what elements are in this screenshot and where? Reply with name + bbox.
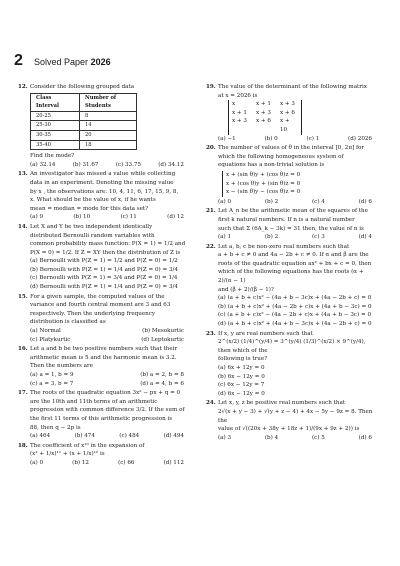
table-row: 20-25 8 bbox=[31, 111, 137, 121]
table-row: 30-35 20 bbox=[31, 130, 137, 140]
options-row: (a) Normal (b) Mesokurtic bbox=[30, 328, 184, 335]
question-21: 21. Let A_n be the arithmetic mean of the squares of the first k natural numbers. If n is a natural number such that Σ (6A_k − 3k) = 31 then, the value of n is (a) 1 (b) 2 (c) 3 (d) 4 bbox=[206, 207, 376, 241]
right-column bbox=[206, 83, 376, 443]
determinant-matrix: x x + 1 x + 3 x + 1 x + 3 x + 6 x + 3 x + 6 x + 10 bbox=[228, 100, 302, 134]
question-13: 13. An investigator has missed a value while collecting data in an experiment. Denoting the missing value by x , the observations are: 10, 4, 11, 6, 17, 15, 9, 8, x. What should be the value of x, if he wants mean = median = mode for this data set? (a) 9 (b) 10 (c) 11 (d) 12 bbox=[18, 170, 188, 222]
question-16: 16. Let a and b be two positive numbers such that their arithmetic mean is 5 and the harmonic mean is 3.2. Then the numbers are (a) a = 1, b = 9 (b) a = 2, b = 8 (c) a = 3, b = 7 (d) a = 4, b = 6 bbox=[18, 345, 188, 388]
options-row: (a) a = 1, b = 9 (b) a = 2, b = 8 bbox=[30, 372, 184, 378]
paper-title: Solved Paper 2026 bbox=[34, 57, 111, 67]
question-12: 12. Consider the following grouped data Class Interval Number of Students 20-25 8 25-30 14 30-35 20 35-40 18 Find the mode? (a) 32.14 (b) 31.67 (c) 33.75 (d) 34.12 bbox=[18, 83, 188, 169]
options-list: (a) Bernoulli with P(Z = 1) = 1/2 and P(Z = 0) = 1/2 (b) Bernoulli with P(Z = 1) = 1/4 and P(Z = 0) = 3/4 (c) Bernoulli with P(Z = 1) = 3/4 and P(Z = 0) = 1/4 (d) Bernoulli with P(Z = 1) = 1/4 and P(Z = 0) = 3/4 bbox=[30, 258, 178, 291]
paper-year: 2026 bbox=[90, 57, 111, 67]
page-number: 2 bbox=[14, 52, 23, 69]
equation-system: x + (sin θ)y + (cos θ)z = 0 x + (cos θ)y + (sin θ)z = 0 x − (sin θ)y − (cos θ)z = 0 bbox=[222, 171, 376, 197]
options-row: (a) −1 (b) 0 (c) 1 (d) 2026 bbox=[218, 135, 372, 142]
question-15: 15. For a given sample, the computed values of the variance and fourth central moment are 3 and 63 respectively. Then the underlying frequency distribution is classified as (a) Normal (b) Mesokurtic (c) Platykurtic (d) Leptokurtic bbox=[18, 293, 188, 345]
options-row: (a) 464 (b) 474 (c) 484 (d) 494 bbox=[30, 433, 184, 440]
question-19: 19. The value of the determinant of the following matrix at x = 2026 is x x + 1 x + 3 x + 1 x + 3 x + 6 x + 3 x + 6 x + 10 (a) −1 (b) 0 (c) 1 (d) 2026 bbox=[206, 83, 376, 143]
options-list: (a) (a + b + c)x² − (4a + b − 3c)x + (4a − 2b + c) = 0 (b) (a + b + c)x² + (4a − 2b + c)x + (4a + b − 3c) = 0 (c) (a + b + c)x² − (4a − 2b + c)x + (4a + b − 3c) = 0 (d) (a + b + c)x² + (4a + b − 3c)x + (4a − 2b + c) = 0 bbox=[218, 295, 372, 328]
table-row: 25-30 14 bbox=[31, 121, 137, 131]
page-header bbox=[14, 50, 111, 70]
options-row: (a) 0 (b) 2 (c) 4 (d) 6 bbox=[218, 198, 372, 205]
question-17: 17. The roots of the quadratic equation 3x² − px + q = 0 are the 10th and 11th terms of an arithmetic progression with common difference 3/2. If the sum of the first 11 terms of this arithmetic progression is 88, then q − 2p is (a) 464 (b) 474 (c) 484 (d) 494 bbox=[18, 389, 188, 441]
question-24: 24. Let x, y, z be positive real numbers such that 2√(x + y − 3) + √(y + z − 4) + 4x − 5y − 9z = 8. Then the value of √((20x + 38y + 18z + 1)/(9x + 9z + 2)) is (a) 3 (b) 4 (c) 5 (d) 6 bbox=[206, 399, 376, 442]
question-22: 22. Let a, b, c be non-zero real numbers such that a + b + c ≠ 0 and 4a − 2b + c ≠ 0. If α and β are the roots of the quadratic equation ax² + bx + c = 0, then which of the following equations has the roots (α + 2)/(α − 1) and (β + 2)/(β − 1)? (a) (a + b + c)x² − (4a + b − 3c)x + (4a − 2b + c) = 0 (b) (a + b + c)x² + (4a − 2b + c)x + (4a + b − 3c) = 0 (c) (a + b + c)x² − (4a − 2b + c)x + (4a + b − 3c) = 0 (d) (a + b + c)x² + (4a + b − 3c)x + (4a − 2b + c) = 0 bbox=[206, 243, 376, 329]
options-list: (a) 6x + 12y = 0 (b) 6x − 12y = 0 (c) 6x − 12y = 7 (d) 6x − 12y = 0 bbox=[218, 365, 265, 397]
options-row: (c) Platykurtic (d) Leptokurtic bbox=[30, 336, 184, 343]
options-row: (a) 32.14 (b) 31.67 (c) 33.75 (d) 34.12 bbox=[30, 161, 184, 168]
question-20: 20. The number of values of θ in the interval [0, 2π] for which the following homogeneous system of equations has a non-trivial solution is x + (sin θ)y + (cos θ)z = 0 x + (cos θ)y + (sin θ)z = 0 x − (sin θ)y − (cos θ)z = 0 (a) 0 (b) 2 (c) 4 (d) 6 bbox=[206, 144, 376, 206]
question-18: 18. The coefficient of x¹⁰ in the expansion of (x² + 1/x)¹¹ + (x + 1/x)¹² is (a) 0 (b) 12 (c) 66 (d) 112 bbox=[18, 442, 188, 468]
table-row: 35-40 18 bbox=[31, 140, 137, 150]
grouped-data-table: Class Interval Number of Students 20-25 8 25-30 14 30-35 20 35-40 18 bbox=[30, 93, 137, 151]
options-row: (a) 3 (b) 4 (c) 5 (d) 6 bbox=[218, 434, 372, 441]
question-23: 23. If x, y are real numbers such that 2^(x/2) (1/4)^(y/4) = 3^(y/4) (1/3)^(x/2) × 9^(y/4), then which of the following is true? (a) 6x + 12y = 0 (b) 6x − 12y = 0 (c) 6x − 12y = 7 (d) 6x − 12y = 0 bbox=[206, 330, 376, 399]
left-column bbox=[18, 83, 188, 469]
options-row: (a) 0 (b) 12 (c) 66 (d) 112 bbox=[30, 459, 184, 466]
options-row: (c) a = 3, b = 7 (d) a = 4, b = 6 bbox=[30, 380, 184, 387]
options-row: (a) 9 (b) 10 (c) 11 (d) 12 bbox=[30, 214, 184, 221]
question-14: 14. Let X and Y be two independent identically distributed Bernoulli random variables with common probability mass function: P(X = 1) = 1/2 and P(X = 0) = 1/2. If Z = XY then the distribution of Z is (a) Bernoulli with P(Z = 1) = 1/2 and P(Z = 0) = 1/2 (b) Bernoulli with P(Z = 1) = 1/4 and P(Z = 0) = 3/4 (c) Bernoulli with P(Z = 1) = 3/4 and P(Z = 0) = 1/4 (d) Bernoulli with P(Z = 1) = 1/4 and P(Z = 0) = 3/4 bbox=[18, 223, 188, 292]
options-row: (a) 1 (b) 2 (c) 3 (d) 4 bbox=[218, 234, 372, 241]
